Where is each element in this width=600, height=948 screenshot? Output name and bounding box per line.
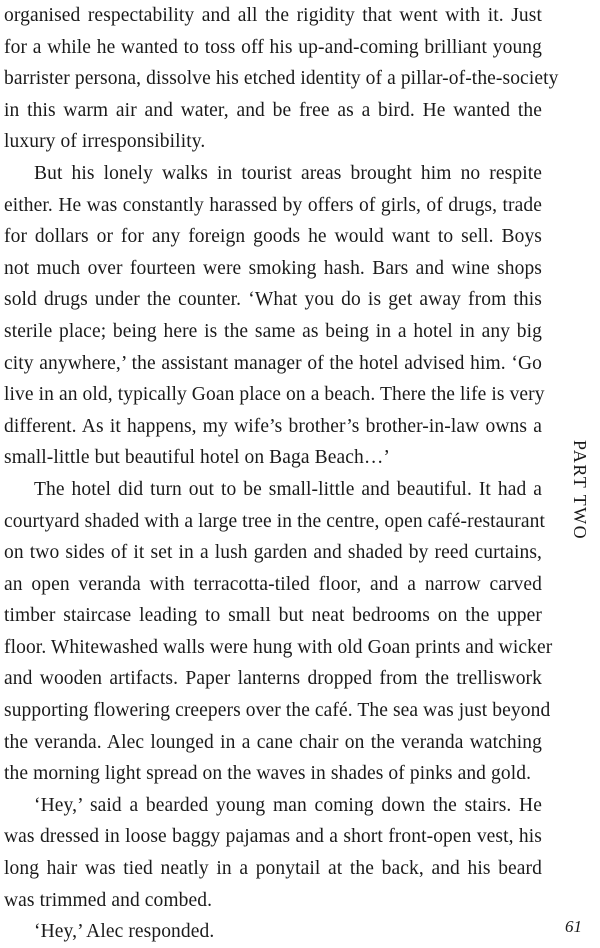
- text-line: sterile place; being here is the same as being in a hotel in any big: [4, 320, 542, 342]
- text-line: small-little but beautiful hotel on Baga Beach…’: [4, 447, 391, 469]
- paragraph: [4, 158, 545, 474]
- text-line: luxury of irresponsibility.: [4, 131, 206, 153]
- text-line: floor. Whitewashed walls were hung with old Goan prints and wicker: [4, 636, 553, 658]
- text-line: was dressed in loose baggy pajamas and a short front-open vest, his: [4, 826, 542, 848]
- paragraph: [4, 474, 553, 790]
- text-line: city anywhere,’ the assistant manager of the hotel advised him. ‘Go: [4, 352, 542, 374]
- text-line: either. He was constantly harassed by offers of girls, of drugs, trade: [4, 194, 542, 216]
- text-line: live in an old, typically Goan place on a beach. There the life is very: [4, 384, 545, 406]
- paragraph: [4, 916, 542, 948]
- text-line: sold drugs under the counter. ‘What you do is get away from this: [4, 289, 542, 311]
- text-line: ‘Hey,’ said a bearded young man coming down the stairs. He: [34, 794, 542, 816]
- text-line: on two sides of it set in a lush garden and shaded by reed curtains,: [4, 542, 542, 564]
- text-line: supporting flowering creepers over the café. The sea was just beyond: [4, 700, 551, 722]
- text-line: in this warm air and water, and be free as a bird. He wanted the: [4, 99, 542, 121]
- text-line: the morning light spread on the waves in shades of pinks and gold.: [4, 763, 532, 785]
- text-line: timber staircase leading to small but neat bedrooms on the upper: [4, 605, 542, 627]
- text-line: courtyard shaded with a large tree in the centre, open café-restaurant: [4, 510, 546, 532]
- text-line: for dollars or for any foreign goods he would want to sell. Boys: [4, 226, 542, 248]
- text-line: ‘Hey,’ Alec responded.: [34, 921, 215, 943]
- text-line: an open veranda with terracotta-tiled floor, and a narrow carved: [4, 573, 542, 595]
- text-line: different. As it happens, my wife’s brother’s brother-in-law owns a: [4, 415, 542, 437]
- body-text: [4, 0, 559, 948]
- text-line: The hotel did turn out to be small-little and beautiful. It had a: [34, 478, 542, 500]
- text-line: not much over fourteen were smoking hash. Bars and wine shops: [4, 257, 542, 279]
- page-number: 61: [565, 917, 582, 936]
- text-line: and wooden artifacts. Paper lanterns dropped from the trelliswork: [4, 668, 542, 690]
- text-line: barrister persona, dissolve his etched identity of a pillar-of-the-society: [4, 68, 559, 90]
- paragraph: [4, 0, 559, 158]
- section-side-label: PART TWO: [570, 440, 590, 541]
- text-line: was trimmed and combed.: [4, 889, 213, 911]
- text-line: organised respectability and all the rigidity that went with it. Just: [4, 5, 542, 26]
- text-line: long hair was tied neatly in a ponytail at the back, and his beard: [4, 858, 542, 880]
- text-line: But his lonely walks in tourist areas brought him no respite: [34, 162, 542, 184]
- text-line: the veranda. Alec lounged in a cane chair on the veranda watching: [4, 731, 542, 753]
- paragraph: [4, 790, 542, 916]
- text-line: for a while he wanted to toss off his up-and-coming brilliant young: [4, 36, 542, 58]
